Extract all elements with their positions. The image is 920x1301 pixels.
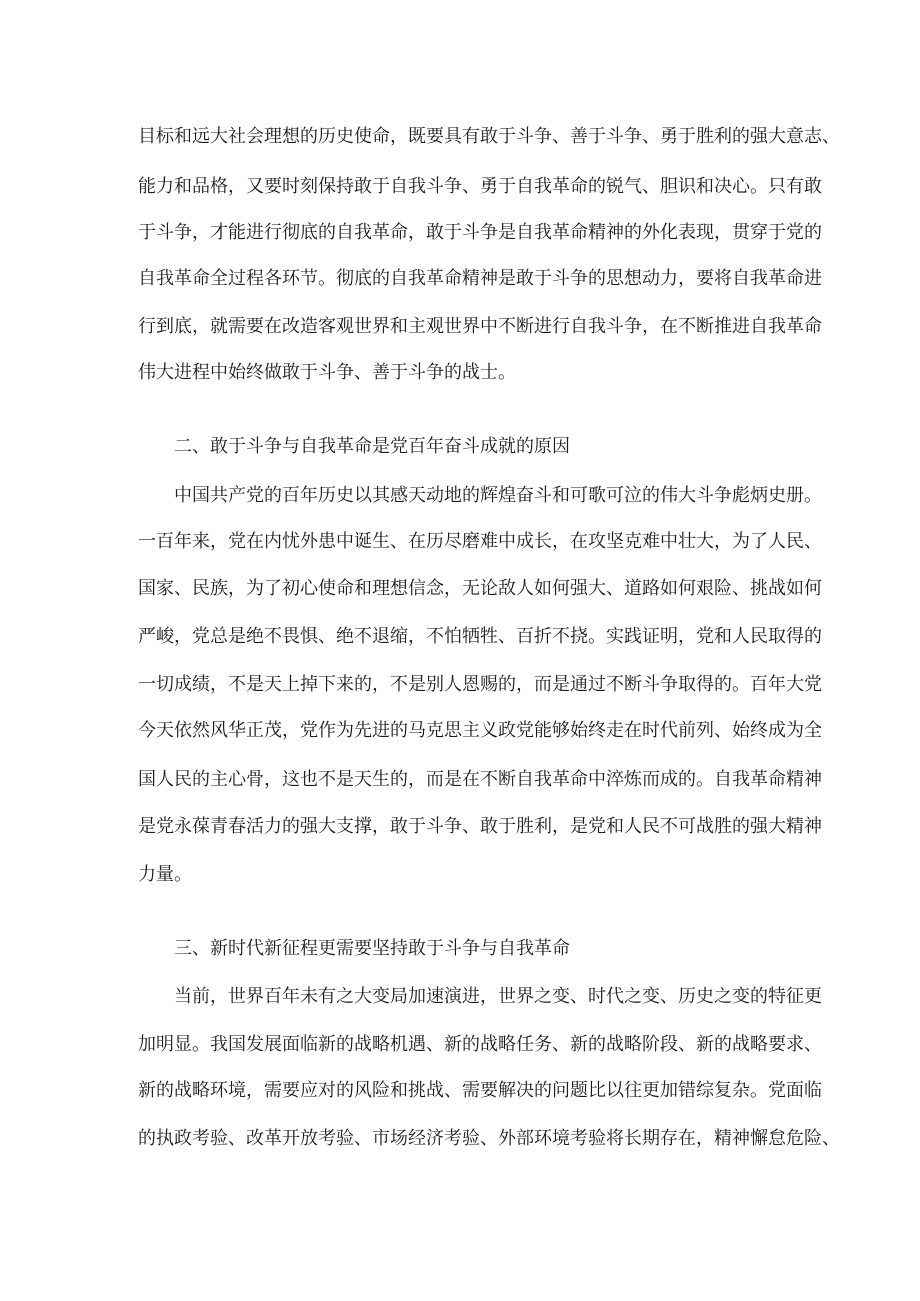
paragraph-line: 是党永葆青春活力的强大支撑，敢于斗争、敢于胜利，是党和人民不可战胜的强大精神	[138, 816, 822, 837]
paragraph-line: 力量。	[138, 864, 192, 885]
paragraph-line: 一切成绩，不是天上掉下来的，不是别人恩赐的，而是通过不断斗争取得的。百年大党	[138, 674, 822, 695]
paragraph-line: 能力和品格，又要时刻保持敢于自我斗争、勇于自我革命的锐气、胆识和决心。只有敢	[138, 176, 822, 197]
paragraph-line: 的执政考验、改革开放考验、市场经济考验、外部环境考验将长期存在，精神懈怠危险、	[138, 1128, 840, 1149]
paragraph-line: 于斗争，才能进行彻底的自我革命，敢于斗争是自我革命精神的外化表现，贯穿于党的	[138, 222, 822, 243]
paragraph-line: 加明显。我国发展面临新的战略机遇、新的战略任务、新的战略阶段、新的战略要求、	[138, 1034, 822, 1055]
paragraph-line: 行到底，就需要在改造客观世界和主观世界中不断进行自我斗争，在不断推进自我革命	[138, 316, 822, 337]
paragraph-line: 国人民的主心骨，这也不是天生的，而是在不断自我革命中淬炼而成的。自我革命精神	[138, 769, 822, 790]
paragraph-line: 一百年来，党在内忧外患中诞生、在历尽磨难中成长，在攻坚克难中壮大，为了人民、	[138, 531, 822, 552]
paragraph-line: 严峻，党总是绝不畏惧、绝不退缩，不怕牺牲、百折不挠。实践证明，党和人民取得的	[138, 626, 822, 647]
paragraph-line: 当前，世界百年未有之大变局加速演进，世界之变、时代之变、历史之变的特征更	[174, 986, 822, 1007]
paragraph-line: 今天依然风华正茂，党作为先进的马克思主义政党能够始终走在时代前列、始终成为全	[138, 720, 822, 741]
paragraph-line: 国家、民族，为了初心使命和理想信念，无论敌人如何强大、道路如何艰险、挑战如何	[138, 578, 822, 599]
paragraph-line: 新的战略环境，需要应对的风险和挑战、需要解决的问题比以往更加错综复杂。党面临	[138, 1080, 822, 1101]
section-heading: 三、新时代新征程更需要坚持敢于斗争与自我革命	[174, 938, 570, 959]
section-heading: 二、敢于斗争与自我革命是党百年奋斗成就的原因	[174, 436, 570, 457]
paragraph-line: 伟大进程中始终做敢于斗争、善于斗争的战士。	[138, 362, 516, 383]
paragraph-line: 中国共产党的百年历史以其感天动地的辉煌奋斗和可歌可泣的伟大斗争彪炳史册。	[174, 485, 822, 506]
paragraph-line: 自我革命全过程各环节。彻底的自我革命精神是敢于斗争的思想动力，要将自我革命进	[138, 268, 822, 289]
paragraph-line: 目标和远大社会理想的历史使命，既要具有敢于斗争、善于斗争、勇于胜利的强大意志、	[138, 126, 840, 147]
